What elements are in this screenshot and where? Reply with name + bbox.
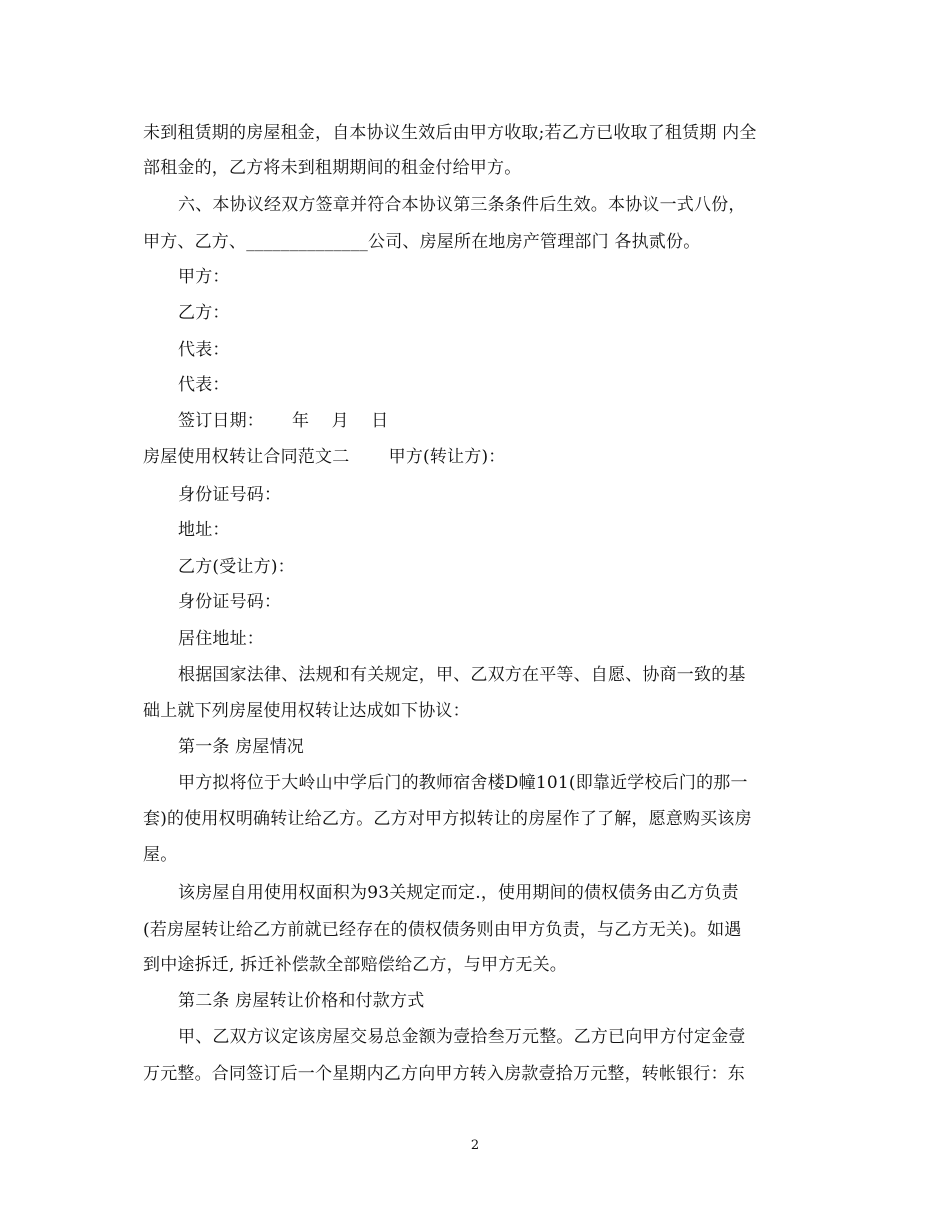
id-number-field: 身份证号码： (178, 592, 282, 612)
text-line: 该房屋自用使用权面积为93关规定而定.，使用期间的债权债务由乙方负责 (178, 883, 739, 903)
residential-address-field: 居住地址： (178, 629, 264, 649)
text-line: (若房屋转让给乙方前就已经存在的债权债务则由甲方负责，与乙方无关)。如遇 (143, 920, 742, 940)
text-line: 六、本协议经双方签章并符合本协议第三条条件后生效。本协议一式八份， (178, 195, 746, 215)
article-heading: 第一条 房屋情况 (178, 737, 305, 757)
page-number: 2 (470, 1138, 480, 1153)
signature-representative: 代表： (178, 375, 230, 395)
signing-date: 签订日期： 年 月 日 (178, 411, 389, 431)
text-line: 到中途拆迁, 拆迁补偿款全部赔偿给乙方，与甲方无关。 (143, 955, 568, 975)
text-line: 础上就下列房屋使用权转让达成如下协议： (143, 701, 470, 721)
signature-representative: 代表： (178, 340, 230, 360)
party-b-field: 乙方(受让方)： (178, 557, 295, 577)
section-heading: 房屋使用权转让合同范文二 甲方(转让方)： (143, 447, 506, 467)
article-heading: 第二条 房屋转让价格和付款方式 (178, 991, 425, 1011)
text-line: 屋。 (143, 845, 178, 865)
text-line: 万元整。合同签订后一个星期内乙方向甲方转入房款壹拾万元整，转帐银行：东 (143, 1064, 745, 1084)
id-number-field: 身份证号码： (178, 485, 282, 505)
text-line: 套)的使用权明确转让给乙方。乙方对甲方拟转让的房屋作了了解，愿意购买该房 (143, 809, 752, 829)
text-line: 根据国家法律、法规和有关规定，甲、乙双方在平等、自愿、协商一致的基 (178, 665, 746, 685)
address-field: 地址： (178, 520, 230, 540)
text-line: 部租金的，乙方将未到租期期间的租金付给甲方。 (143, 158, 522, 178)
signature-party-a: 甲方： (178, 267, 230, 287)
signature-party-b: 乙方： (178, 303, 230, 323)
text-line: 甲、乙双方议定该房屋交易总金额为壹拾叁万元整。乙方已向甲方付定金壹 (178, 1027, 746, 1047)
text-line: 甲方拟将位于大岭山中学后门的教师宿舍楼D幢101(即靠近学校后门的那一 (178, 773, 748, 793)
text-line: 甲方、乙方、______________公司、房屋所在地房产管理部门 各执贰份。 (143, 232, 701, 252)
text-line: 未到租赁期的房屋租金，自本协议生效后由甲方收取;若乙方已收取了租赁期 内全 (143, 123, 757, 143)
